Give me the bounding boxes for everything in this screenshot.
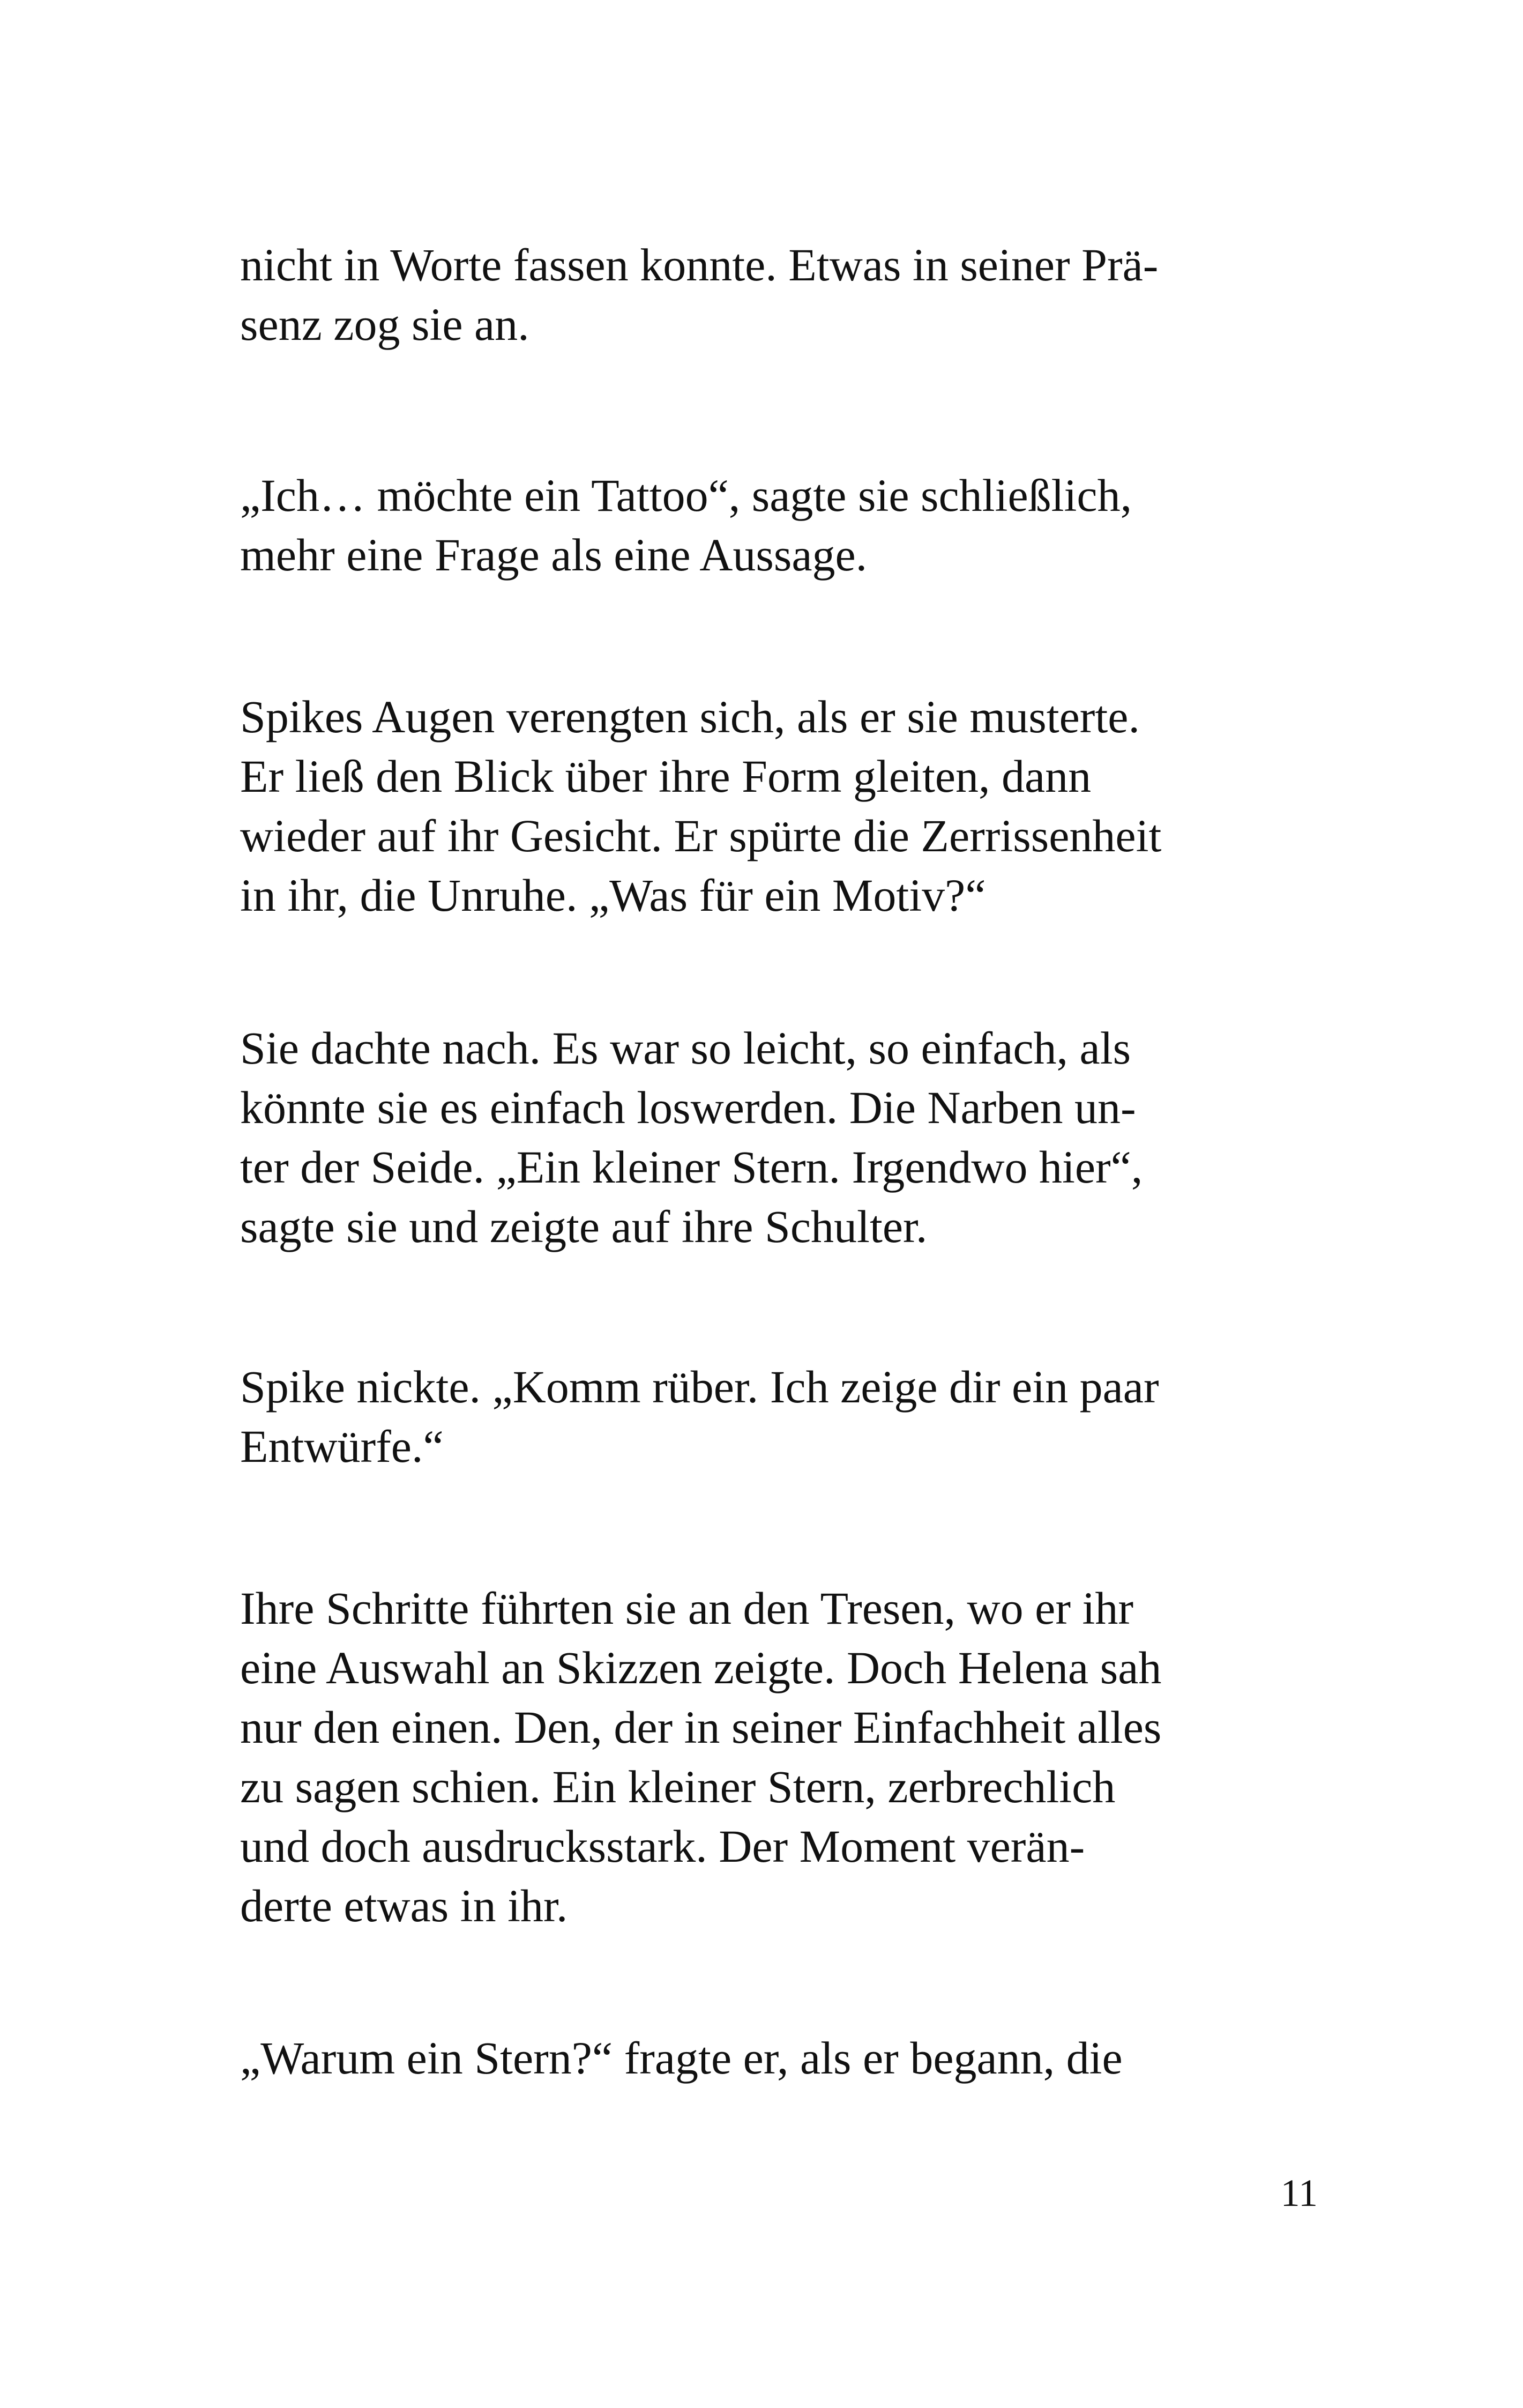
paragraph-6 xyxy=(240,1579,1161,1936)
text-line: Entwürfe.“ xyxy=(240,1421,444,1472)
text-line: eine Auswahl an Skizzen zeigte. Doch Helena sah xyxy=(240,1642,1162,1693)
text-line: und doch ausdrucksstark. Der Moment verän- xyxy=(240,1820,1085,1872)
text-line: zu sagen schien. Ein kleiner Stern, zerbrechlich xyxy=(240,1761,1116,1812)
text-line: könnte sie es einfach loswerden. Die Narben un- xyxy=(240,1082,1136,1133)
text-line: „Warum ein Stern?“ fragte er, als er begann, die xyxy=(240,2032,1123,2084)
text-line: mehr eine Frage als eine Aussage. xyxy=(240,529,868,581)
text-line: ter der Seide. „Ein kleiner Stern. Irgendwo hier“, xyxy=(240,1141,1143,1193)
text-line: Sie dachte nach. Es war so leicht, so einfach, als xyxy=(240,1022,1131,1074)
text-line: Er ließ den Blick über ihre Form gleiten, dann xyxy=(240,750,1092,802)
text-line: Ihre Schritte führten sie an den Tresen, wo er ihr xyxy=(240,1582,1134,1634)
text-line: wieder auf ihr Gesicht. Er spürte die Zerrissenheit xyxy=(240,810,1162,861)
text-line: in ihr, die Unruhe. „Was für ein Motiv?“ xyxy=(240,869,986,921)
text-line: derte etwas in ihr. xyxy=(240,1880,568,1931)
paragraph-1 xyxy=(240,235,1158,354)
text-line: nur den einen. Den, der in seiner Einfachheit alles xyxy=(240,1701,1162,1753)
text-line: Spikes Augen verengten sich, als er sie musterte. xyxy=(240,691,1140,742)
paragraph-2 xyxy=(240,466,1132,585)
paragraph-3 xyxy=(240,687,1161,925)
text-line: Spike nickte. „Komm rüber. Ich zeige dir ein paar xyxy=(240,1361,1159,1413)
text-line: nicht in Worte fassen konnte. Etwas in seiner Prä- xyxy=(240,239,1159,291)
paragraph-5 xyxy=(240,1357,1159,1476)
text-line: sagte sie und zeigte auf ihre Schulter. xyxy=(240,1201,928,1252)
paragraph-7 xyxy=(240,2028,1123,2088)
page-number: 11 xyxy=(1280,2172,1318,2214)
text-line: „Ich… möchte ein Tattoo“, sagte sie schließlich, xyxy=(240,470,1132,521)
text-line: senz zog sie an. xyxy=(240,299,529,350)
paragraph-4 xyxy=(240,1019,1143,1257)
